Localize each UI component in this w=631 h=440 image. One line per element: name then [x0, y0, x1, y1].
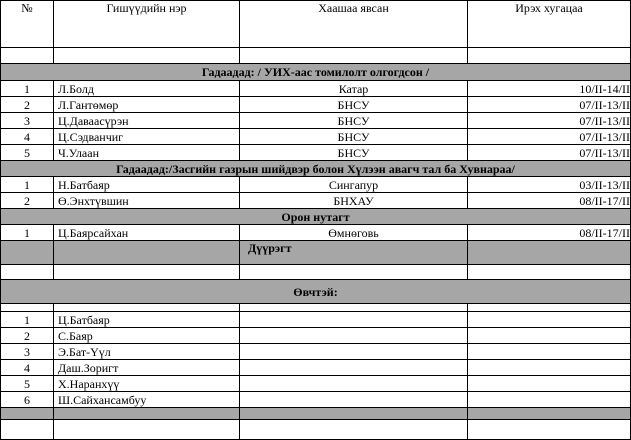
header-row	[1, 1, 631, 48]
row-name: Ц.Даваасүрэн	[54, 113, 240, 129]
blank-row	[1, 420, 631, 440]
header-return-date: Ирэх хугацаа	[468, 1, 631, 48]
row-destination: БНСУ	[240, 145, 468, 161]
row-name: Ш.Сайханcамбуу	[54, 392, 240, 408]
section-sick-title-row	[1, 280, 631, 304]
row-name: Ч.Улаан	[54, 145, 240, 161]
row-destination: БНСУ	[240, 129, 468, 145]
table-row	[1, 129, 631, 145]
section-abroad-1-title: Гадаадад: / УИХ-аас томилолт олгогдсон /	[1, 64, 631, 81]
table-row	[1, 177, 631, 193]
table-row	[1, 193, 631, 209]
table-row	[1, 225, 631, 241]
table-row	[1, 328, 631, 344]
row-destination: Сингапур	[240, 177, 468, 193]
row-date: 07/II-13/II	[468, 113, 631, 129]
row-destination: БНХАУ	[240, 193, 468, 209]
header-name: Гишүүдийн нэр	[54, 1, 240, 48]
row-num: 1	[1, 225, 54, 241]
row-date: 07/II-13/II	[468, 129, 631, 145]
table-row	[1, 376, 631, 392]
section-abroad-2-title-row	[1, 161, 631, 177]
row-num: 2	[1, 193, 54, 209]
row-num: 6	[1, 392, 54, 408]
section-duurgt-title: Дүүрэгт	[240, 241, 468, 265]
row-name: Л.Гантөмөр	[54, 97, 240, 113]
row-num: 5	[1, 145, 54, 161]
row-num: 2	[1, 97, 54, 113]
table-row	[1, 113, 631, 129]
section-abroad-2-title: Гадаадад:/Засгийн газрын шийдвэр болон Хүлээн авагч тал ба Хувнараа/	[1, 161, 631, 177]
row-name: Л.Болд	[54, 81, 240, 97]
row-destination: Катар	[240, 81, 468, 97]
row-num: 4	[1, 129, 54, 145]
section-sick-title: Өвчтэй:	[1, 280, 631, 304]
section-local-title: Орон нутагт	[1, 209, 631, 225]
table-row	[1, 97, 631, 113]
table-row	[1, 392, 631, 408]
row-num: 2	[1, 328, 54, 344]
row-date: 08/II-17/II	[468, 193, 631, 209]
grey-row	[1, 408, 631, 420]
row-num: 1	[1, 312, 54, 328]
row-date: 10/II-14/II	[468, 81, 631, 97]
row-date: 03/II-13/II	[468, 177, 631, 193]
table-row	[1, 81, 631, 97]
row-destination: БНСУ	[240, 113, 468, 129]
row-destination: БНСУ	[240, 97, 468, 113]
row-num: 4	[1, 360, 54, 376]
header-destination: Хаашаа явсан	[240, 1, 468, 48]
row-date: 07/II-13/II	[468, 145, 631, 161]
row-num: 1	[1, 177, 54, 193]
section-abroad-1-title-row	[1, 64, 631, 81]
table-row	[1, 360, 631, 376]
table-row	[1, 312, 631, 328]
table-row	[1, 145, 631, 161]
row-num: 3	[1, 344, 54, 360]
section-duurgt-row	[1, 241, 631, 265]
row-name: Н.Батбаяр	[54, 177, 240, 193]
header-num: №	[1, 1, 54, 48]
table-row	[1, 344, 631, 360]
row-num: 5	[1, 376, 54, 392]
row-num: 3	[1, 113, 54, 129]
spacer-row	[1, 304, 631, 312]
row-name: Э.Бат-Үүл	[54, 344, 240, 360]
row-name: Ц.Сэдванчиг	[54, 129, 240, 145]
row-date: 08/II-17/II	[468, 225, 631, 241]
spacer-row	[1, 48, 631, 64]
section-local-title-row	[1, 209, 631, 225]
row-name: Даш.Зоригт	[54, 360, 240, 376]
blank-row	[1, 265, 631, 280]
row-name: Ө.Энхтүвшин	[54, 193, 240, 209]
row-name: С.Баяр	[54, 328, 240, 344]
row-date: 07/II-13/II	[468, 97, 631, 113]
row-name: Ц.Баярсайхан	[54, 225, 240, 241]
row-name: Ц.Батбаяр	[54, 312, 240, 328]
row-name: Х.Наранхүү	[54, 376, 240, 392]
row-destination: Өмнөговь	[240, 225, 468, 241]
row-num: 1	[1, 81, 54, 97]
